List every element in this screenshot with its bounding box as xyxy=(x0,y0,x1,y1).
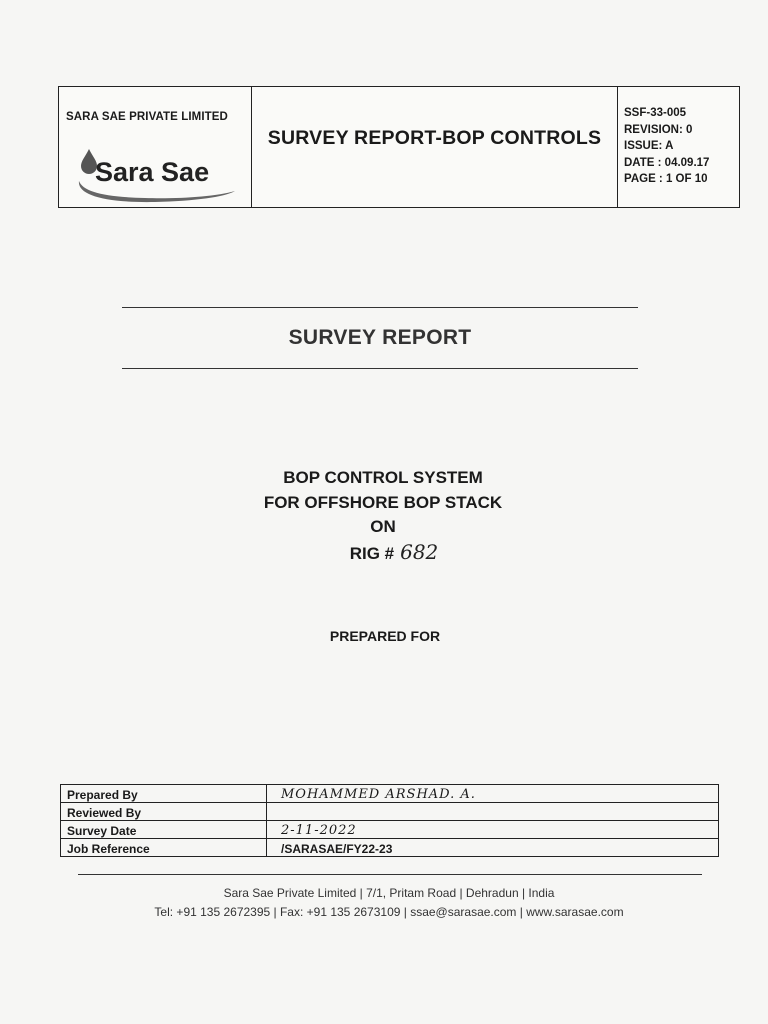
rig-line xyxy=(0,540,766,567)
prepared-by-value: MOHAMMED ARSHAD. A. xyxy=(281,787,476,802)
header-title-cell xyxy=(252,87,618,207)
prepared-for-label: PREPARED FOR xyxy=(329,628,441,644)
logo-wordmark: Sara Sae xyxy=(95,157,210,187)
prepared-by-label: Prepared By xyxy=(61,785,267,802)
page-footer xyxy=(0,884,768,922)
doc-code: SSF-33-005 xyxy=(624,107,687,119)
subject-line-2: FOR OFFSHORE BOP STACK xyxy=(263,492,503,512)
document-header-table xyxy=(58,86,740,208)
divider xyxy=(122,307,638,308)
table-row xyxy=(61,821,718,839)
revision: REVISION: 0 xyxy=(624,123,693,136)
survey-date-value: 2-11-2022 xyxy=(281,823,357,838)
info-table xyxy=(60,784,719,857)
survey-date-label: Survey Date xyxy=(61,821,267,838)
reviewed-by-label: Reviewed By xyxy=(61,803,267,820)
job-reference-value: /SARASAE/FY22-23 xyxy=(281,842,393,856)
company-logo xyxy=(67,143,247,205)
report-subject xyxy=(0,466,766,566)
divider xyxy=(122,368,638,369)
reviewed-by-value xyxy=(267,803,718,820)
doc-date: DATE : 04.09.17 xyxy=(624,156,710,169)
header-company-cell xyxy=(59,87,252,207)
company-name: SARA SAE PRIVATE LIMITED xyxy=(66,111,228,123)
footer-divider xyxy=(78,874,702,875)
header-meta-cell xyxy=(618,87,739,207)
job-reference-label: Job Reference xyxy=(61,839,267,856)
document-title: SURVEY REPORT-BOP CONTROLS xyxy=(267,126,602,149)
rig-label: RIG # xyxy=(349,543,395,563)
subject-line-3: ON xyxy=(370,517,396,536)
table-row xyxy=(61,839,718,856)
footer-contact: Tel: +91 135 2672395 | Fax: +91 135 2673109 | ssae@sarasae.com | www.sarasae.com xyxy=(154,905,624,919)
page-number: PAGE : 1 OF 10 xyxy=(624,173,708,185)
table-row xyxy=(61,785,718,803)
issue: ISSUE: A xyxy=(624,140,674,152)
footer-address: Sara Sae Private Limited | 7/1, Pritam Road | Dehradun | India xyxy=(223,886,555,900)
rig-number-handwritten: 682 xyxy=(400,539,439,564)
subject-line-1: BOP CONTROL SYSTEM xyxy=(283,468,483,487)
report-title: SURVEY REPORT xyxy=(288,326,472,349)
table-row xyxy=(61,803,718,821)
